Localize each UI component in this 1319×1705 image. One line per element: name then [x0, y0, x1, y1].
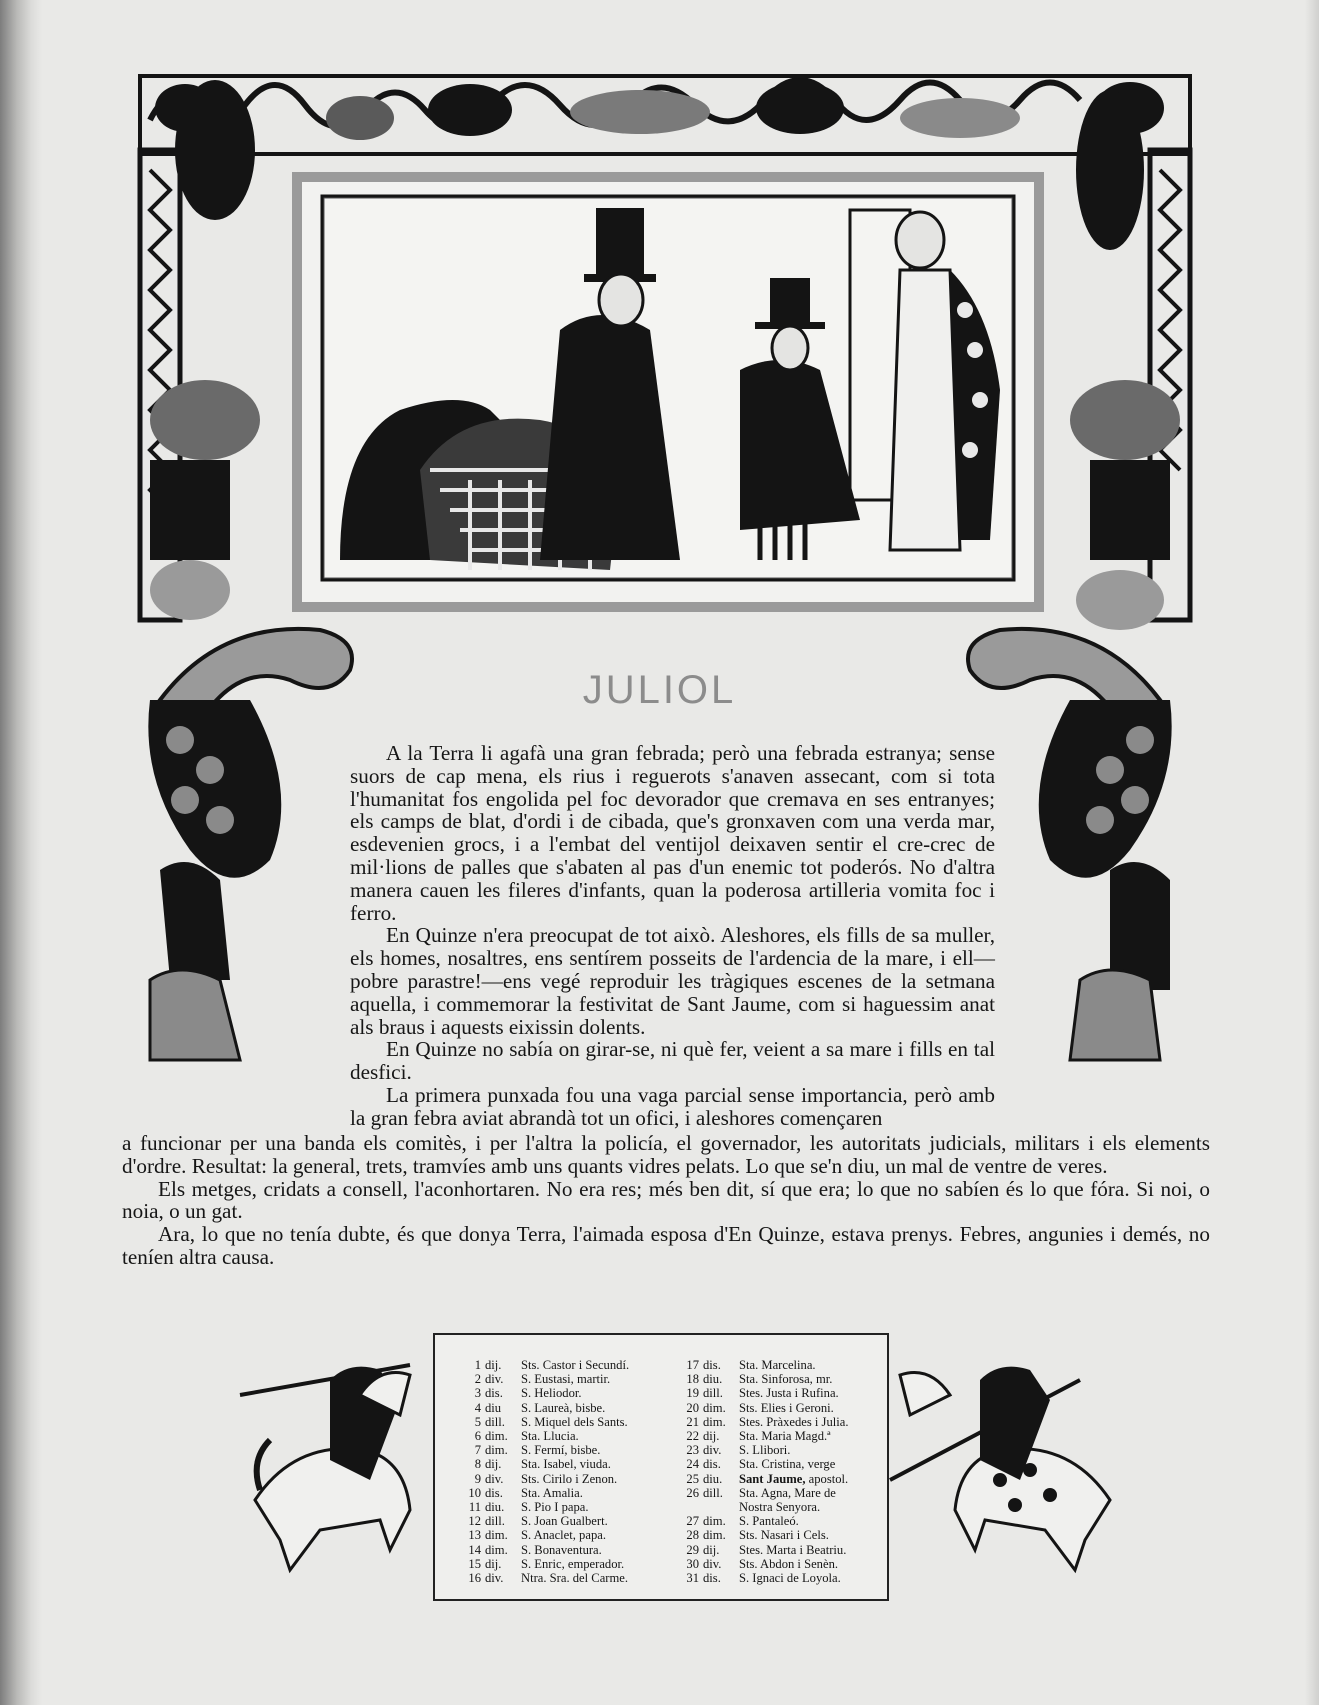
calendar-weekday: dill.: [703, 1386, 723, 1401]
calendar-day-number: 3: [474, 1386, 481, 1401]
calendar-weekday: dij.: [703, 1429, 720, 1444]
calendar-day-number: 23: [686, 1443, 699, 1458]
calendar-day-number: 29: [686, 1542, 699, 1557]
calendar-day-number: 8: [474, 1457, 481, 1472]
calendar-row: [653, 1528, 889, 1542]
calendar-weekday: diu.: [703, 1372, 723, 1387]
calendar-weekday: diu.: [485, 1500, 505, 1515]
calendar-row: [653, 1429, 889, 1443]
calendar-day-number: 13: [468, 1528, 481, 1543]
calendar-saint: S. Bonaventura.: [521, 1542, 602, 1557]
calendar-weekday: diu.: [703, 1471, 723, 1486]
calendar-day-number: 2: [474, 1372, 481, 1387]
calendar-day-number: 26: [686, 1485, 699, 1500]
left-column-ornament: [140, 80, 260, 620]
calendar-saint: Sta. Amalia.: [521, 1485, 583, 1500]
calendar-saint: Ntra. Sra. del Carme.: [521, 1571, 629, 1586]
calendar-weekday: div.: [703, 1556, 722, 1571]
calendar-row: [653, 1514, 889, 1528]
calendar-saint: S. Enric, emperador.: [521, 1556, 625, 1571]
calendar-day-number: 4: [474, 1400, 481, 1415]
calendar-row: [435, 1372, 655, 1386]
saints-calendar: [433, 1333, 889, 1601]
calendar-weekday: dij.: [485, 1358, 502, 1372]
calendar-row: [653, 1457, 889, 1471]
calendar-row: [653, 1557, 889, 1571]
calendar-row: [653, 1486, 889, 1500]
calendar-day-number: 6: [474, 1429, 481, 1444]
calendar-weekday: dim.: [703, 1414, 726, 1429]
calendar-saint: Sta. Isabel, viuda.: [521, 1457, 611, 1472]
paragraph: a funcionar per una banda els comitès, i per l'altra la policía, el governador, les autoritats judicials, militars i els elements d'ordre. Resultat: la general, trets, tramvíes amb uns quants vidres pelats. Lo que se'n diu, un mal de ventre de veres.: [122, 1131, 1210, 1178]
calendar-weekday: dij.: [703, 1542, 720, 1557]
calendar-day-number: 17: [686, 1358, 699, 1372]
calendar-weekday: dim.: [485, 1429, 508, 1444]
calendar-saint: S. Pio I papa.: [521, 1500, 589, 1515]
calendar-saint-suffix: apostol.: [805, 1471, 849, 1486]
calendar-saint: S. Pantaleó.: [739, 1514, 799, 1529]
paragraph: A la Terra li agafà una gran febrada; però una febrada estranya; sense suors de cap mena, els rius i reguerots s'anaven assecant, com si tota l'humanitat fos engolida pel foc devorador que cremava en ses entranyes; els camps de blat, d'ordi i de cibada, que's gronxaven com una verda mar, esdevenien grocs, i a l'embat del ventijol deixaven sentir el cre-crec de mil·lions de palles que s'abaten al pas d'un enemic tot poderós. No d'altra manera cauen les fileres d'infants, quan la poderosa artilleria vomita foc i ferro.: [350, 741, 995, 925]
paragraph: La primera punxada fou una vaga parcial sense importancia, però amb la gran febra aviat abrandà tot un ofici, i aleshores començaren: [350, 1082, 995, 1130]
calendar-saint: Sta. Llucia.: [521, 1429, 579, 1444]
calendar-row: [435, 1543, 655, 1557]
calendar-saint: Sts. Abdon i Senèn.: [739, 1556, 839, 1571]
calendar-saint: Sta. Marcelina.: [739, 1358, 816, 1372]
calendar-saint: S. Llibori.: [739, 1443, 791, 1458]
calendar-saint: Sts. Castor i Secundí.: [521, 1358, 630, 1372]
paragraph: En Quinze n'era preocupat de tot això. Aleshores, els fills de sa muller, els homes, nosaltres, ens sentírem posseits de l'ardencia de la mare, i ell—pobre parastre!—ens vegé reproduir les tràgiques escenes de la setmana aquella, i commemorar la festivitat de Sant Jaume, com si haguessim anat als braus i aquests eixissin dolents.: [350, 923, 995, 1039]
calendar-row: [435, 1486, 655, 1500]
body-text-wide: [122, 1132, 1210, 1269]
calendar-day-number: 20: [686, 1400, 699, 1415]
calendar-weekday: dij.: [485, 1556, 502, 1571]
calendar-weekday: dis.: [485, 1485, 503, 1500]
calendar-saint: Stes. Pràxedes i Julia.: [739, 1414, 849, 1429]
body-text-narrow: [350, 742, 995, 1130]
calendar-weekday: dis.: [703, 1571, 721, 1586]
calendar-weekday: dis.: [485, 1386, 503, 1401]
calendar-day-number: 11: [468, 1500, 481, 1515]
calendar-saint: S. Joan Gualbert.: [521, 1514, 608, 1529]
calendar-saint: Sts. Cirilo i Zenon.: [521, 1471, 618, 1486]
calendar-saint: Sta. Maria Magd.ª: [739, 1429, 831, 1444]
calendar-weekday: dim.: [703, 1400, 726, 1415]
calendar-row: [653, 1443, 889, 1457]
right-horseman-illustration: [890, 1367, 1110, 1570]
calendar-row: [435, 1571, 655, 1585]
calendar-weekday: div.: [485, 1571, 504, 1586]
calendar-saint: Stes. Justa i Rufina.: [739, 1386, 839, 1401]
page-title: JULIOL: [582, 668, 737, 712]
calendar-row: [653, 1571, 889, 1585]
calendar-row: [435, 1386, 655, 1400]
calendar-weekday: dis.: [703, 1358, 721, 1372]
right-column-ornament: [1070, 90, 1190, 630]
calendar-saint: S. Fermí, bisbe.: [521, 1443, 601, 1458]
central-illustration: [292, 172, 1044, 612]
calendar-row: [653, 1472, 889, 1486]
calendar-row: [653, 1386, 889, 1400]
calendar-day-number: 18: [686, 1372, 699, 1387]
calendar-row: [435, 1401, 655, 1415]
calendar-saint: Sta. Sinforosa, mr.: [739, 1372, 833, 1387]
calendar-day-number: 10: [468, 1485, 481, 1500]
calendar-saint: S. Anaclet, papa.: [521, 1528, 606, 1543]
calendar-weekday: dim.: [703, 1528, 726, 1543]
calendar-row: [653, 1415, 889, 1429]
calendar-saint: S. Heliodor.: [521, 1386, 582, 1401]
calendar-feast-bold: Sant Jaume,: [739, 1471, 806, 1486]
calendar-day-number: 30: [686, 1556, 699, 1571]
calendar-row: [435, 1443, 655, 1457]
calendar-day-number: 22: [686, 1429, 699, 1444]
calendar-weekday: div.: [703, 1443, 722, 1458]
calendar-weekday: dis.: [703, 1457, 721, 1472]
calendar-row: [653, 1401, 889, 1415]
calendar-row: [435, 1514, 655, 1528]
calendar-weekday: dim.: [485, 1528, 508, 1543]
calendar-row: [435, 1528, 655, 1542]
paragraph: En Quinze no sabía on girar-se, ni què fer, veient a sa mare i fills en tal desfici.: [350, 1037, 995, 1085]
calendar-row: [435, 1415, 655, 1429]
paragraph: Els metges, cridats a consell, l'aconhortaren. No era res; més ben dit, sí que era; lo que no sabíen és lo que fóra. Si noi, o noia, o un gat.: [122, 1176, 1210, 1224]
calendar-saint: S. Miquel dels Sants.: [521, 1414, 628, 1429]
calendar-day-number: 25: [686, 1471, 699, 1486]
calendar-day-number: 31: [686, 1571, 699, 1586]
calendar-row: [435, 1358, 655, 1372]
calendar-row: [435, 1429, 655, 1443]
calendar-row: [653, 1358, 889, 1372]
left-horseman-illustration: [240, 1365, 410, 1570]
calendar-day-number: 7: [474, 1443, 481, 1458]
calendar-row: [653, 1372, 889, 1386]
paragraph: Ara, lo que no tenía dubte, és que donya Terra, l'aimada esposa d'En Quinze, estava prenys. Febres, angunies i demés, no teníen altra causa.: [122, 1222, 1210, 1269]
calendar-weekday: div.: [485, 1471, 504, 1486]
calendar-saint: Sta. Cristina, verge: [739, 1457, 836, 1472]
calendar-weekday: dim.: [485, 1542, 508, 1557]
calendar-row: [435, 1472, 655, 1486]
calendar-weekday: dill.: [485, 1414, 505, 1429]
calendar-day-number: 21: [686, 1414, 699, 1429]
calendar-weekday: dij.: [485, 1457, 502, 1472]
calendar-column-right: [653, 1358, 889, 1585]
calendar-saint: S. Eustasi, martir.: [521, 1372, 611, 1387]
calendar-day-number: 24: [686, 1457, 699, 1472]
calendar-weekday: dim.: [485, 1443, 508, 1458]
calendar-saint: Sts. Nasari i Cels.: [739, 1528, 829, 1543]
calendar-row: [435, 1500, 655, 1514]
calendar-day-number: 5: [474, 1414, 481, 1429]
calendar-weekday: dim.: [703, 1514, 726, 1529]
calendar-row: [435, 1457, 655, 1471]
calendar-weekday: dill.: [703, 1485, 723, 1500]
calendar-day-number: 12: [468, 1514, 481, 1529]
calendar-day-number: 1: [474, 1358, 481, 1372]
calendar-day-number: 14: [468, 1542, 481, 1557]
calendar-weekday: dill.: [485, 1514, 505, 1529]
calendar-weekday: diu: [485, 1400, 502, 1415]
calendar-saint: Sta. Agna, Mare de: [739, 1485, 836, 1500]
calendar-day-number: 27: [686, 1514, 699, 1529]
calendar-saint: Sts. Elies i Geroni.: [739, 1400, 834, 1415]
calendar-day-number: 9: [474, 1471, 481, 1486]
calendar-day-number: 15: [468, 1556, 481, 1571]
calendar-day-number: 16: [468, 1571, 481, 1586]
calendar-row: [653, 1500, 889, 1514]
calendar-row: [653, 1543, 889, 1557]
calendar-saint: S. Laureà, bisbe.: [521, 1400, 606, 1415]
calendar-saint: S. Ignaci de Loyola.: [739, 1571, 841, 1586]
calendar-column-left: [435, 1358, 655, 1585]
calendar-weekday: div.: [485, 1372, 504, 1387]
calendar-saint: Nostra Senyora.: [739, 1500, 821, 1515]
calendar-saint: Stes. Marta i Beatriu.: [739, 1542, 847, 1557]
calendar-saint: [739, 1472, 889, 1486]
calendar-day-number: 19: [686, 1386, 699, 1401]
top-frieze: [140, 76, 1190, 154]
calendar-day-number: 28: [686, 1528, 699, 1543]
calendar-row: [435, 1557, 655, 1571]
